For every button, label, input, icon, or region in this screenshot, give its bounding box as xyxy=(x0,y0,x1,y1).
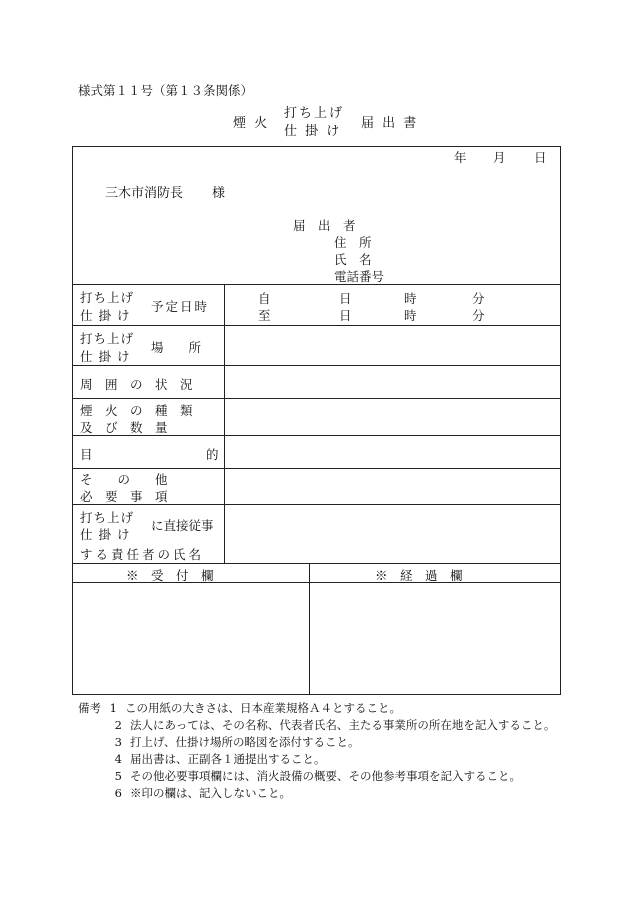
notes-head: 備考 xyxy=(78,701,101,715)
schedule-label-upper: 打ち上げ xyxy=(80,290,135,305)
note-text: 打上げ、仕掛け場所の略図を添付すること。 xyxy=(130,735,360,749)
schedule-to-minute: 分 xyxy=(472,308,485,323)
schedule-label-right: 予定日時 xyxy=(151,299,210,314)
title-left: 煙 火 xyxy=(233,116,270,131)
date-month: 月 xyxy=(493,150,506,165)
applicant-heading: 届 出 者 xyxy=(293,218,356,233)
schedule-from: 自 xyxy=(258,291,271,306)
applicant-name: 氏 名 xyxy=(334,252,372,267)
place-label-right: 場 所 xyxy=(151,340,202,355)
note-text: この用紙の大きさは、日本産業規格Ａ４とすること。 xyxy=(125,701,401,715)
row-divider xyxy=(72,365,561,366)
surroundings-label: 周 囲 の 状 況 xyxy=(80,377,193,392)
schedule-from-hour: 時 xyxy=(404,291,417,306)
column-divider xyxy=(224,284,225,563)
note-item xyxy=(78,768,555,785)
date-year: 年 xyxy=(454,150,467,165)
schedule-to: 至 xyxy=(258,308,271,323)
applicant-address: 住 所 xyxy=(334,235,372,250)
note-number: 2 xyxy=(114,718,122,732)
responsible-label-upper: 打ち上げ xyxy=(80,510,135,525)
reception-header: ※ 受 付 欄 xyxy=(126,568,214,583)
form-reference: 様式第１１号（第１３条関係） xyxy=(78,83,254,98)
other-label-lower: 必 要 事 項 xyxy=(80,489,168,504)
note-number: 1 xyxy=(109,701,117,715)
fireworks-label-upper: 煙 火 の 種 類 xyxy=(80,403,193,418)
schedule-label-lower: 仕 掛 け xyxy=(80,308,131,323)
purpose-label-left: 目 xyxy=(80,447,93,462)
responsible-label-mid: 仕 掛 け xyxy=(80,527,131,542)
note-number: 3 xyxy=(114,735,122,749)
schedule-from-minute: 分 xyxy=(472,291,485,306)
schedule-to-day: 日 xyxy=(339,308,352,323)
note-text: 法人にあっては、その名称、代表者氏名、主たる事業所の所在地を記入すること。 xyxy=(130,718,556,732)
place-label-upper: 打ち上げ xyxy=(80,331,135,346)
purpose-label-right: 的 xyxy=(206,447,219,462)
note-item xyxy=(78,734,555,751)
addressee-honorific: 様 xyxy=(212,186,226,201)
addressee: 三木市消防長 xyxy=(105,186,184,201)
note-item xyxy=(78,717,555,734)
row-divider xyxy=(72,563,561,564)
note-text: ※印の欄は、記入しないこと。 xyxy=(130,786,291,800)
note-text: 届出書は、正副各１通提出すること。 xyxy=(130,752,326,766)
date-day: 日 xyxy=(534,150,547,165)
row-divider xyxy=(72,284,561,285)
applicant-phone: 電話番号 xyxy=(334,269,385,284)
note-number: 6 xyxy=(114,786,122,800)
row-divider xyxy=(72,468,561,469)
notes xyxy=(78,700,555,802)
row-divider xyxy=(72,398,561,399)
title-right: 届 出 書 xyxy=(361,116,419,131)
place-label-lower: 仕 掛 け xyxy=(80,349,131,364)
column-divider xyxy=(309,563,310,695)
note-item xyxy=(78,785,555,802)
note-text: その他必要事項欄には、消火設備の概要、その他参考事項を記入すること。 xyxy=(130,769,521,783)
schedule-from-day: 日 xyxy=(339,291,352,306)
title-upper: 打ち上げ xyxy=(284,106,345,121)
form-title xyxy=(0,104,630,138)
note-number: 5 xyxy=(114,769,122,783)
note-number: 4 xyxy=(114,752,122,766)
note-item xyxy=(78,751,555,768)
fireworks-label-lower: 及 び 数 量 xyxy=(80,420,168,435)
title-lower: 仕 掛 け xyxy=(284,124,342,139)
other-label-upper: そ の 他 xyxy=(80,472,168,487)
progress-header: ※ 経 過 欄 xyxy=(375,568,463,583)
row-divider xyxy=(72,325,561,326)
responsible-label-lower: する責任者の氏名 xyxy=(80,547,205,562)
schedule-to-hour: 時 xyxy=(404,308,417,323)
responsible-label-right: に直接従事 xyxy=(151,518,214,533)
note-item xyxy=(78,700,555,717)
